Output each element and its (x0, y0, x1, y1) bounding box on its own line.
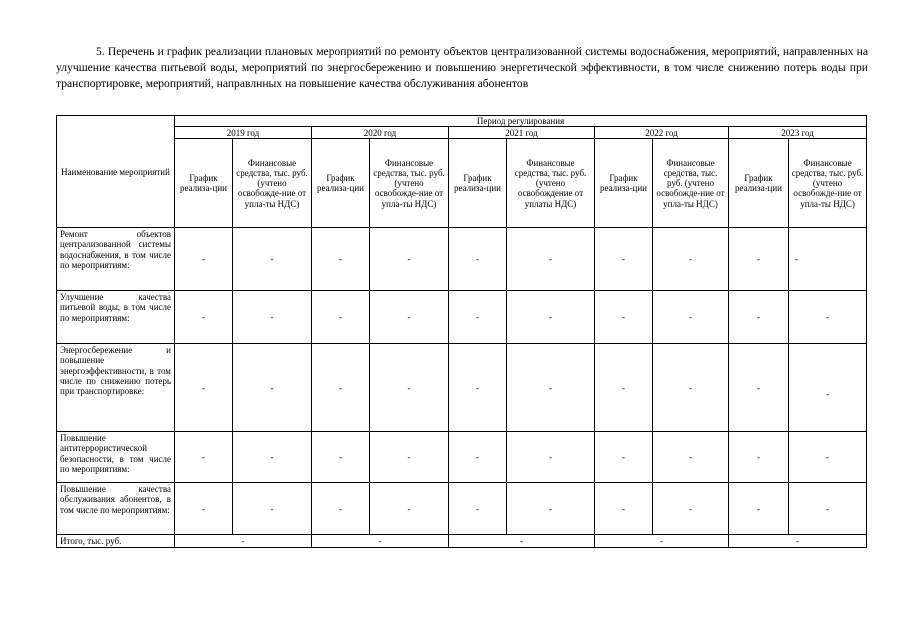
table-row (57, 291, 867, 344)
section-heading: 5. Перечень и график реализации плановых мероприятий по ремонту объектов централизованной системы водоснабжения, мероприятий, направленных на улучшение качества питьевой воды, мероприятий по энергосбережению и повышению энергетической эффективности, в том числе снижению потерь воды при транспортировке, мероприятий, направлнных на повышение качества обслуживания абонентов (56, 45, 868, 90)
table-cell: - (729, 228, 789, 291)
year-header: 2021 год (449, 127, 595, 139)
table-cell: - (312, 291, 370, 344)
table-row (57, 432, 867, 483)
table-cell: - (729, 291, 789, 344)
schedule-header: График реализа-ции (449, 139, 507, 228)
table-cell: - (729, 344, 789, 432)
schedule-header: График реализа-ции (175, 139, 233, 228)
table-cell: - (789, 228, 867, 291)
schedule-header: График реализа-ции (729, 139, 789, 228)
period-header: Период регулирования (175, 116, 867, 127)
table-cell: - (507, 483, 595, 535)
finance-header: Финансовые средства, тыс. руб. (учтено освобожде-ние от упла-ты НДС) (789, 139, 867, 228)
table-cell: - (370, 228, 449, 291)
table-cell: - (729, 483, 789, 535)
total-cell: - (449, 535, 595, 548)
table-cell: - (233, 432, 312, 483)
total-row (57, 535, 867, 548)
table-cell: - (595, 291, 653, 344)
table-cell: - (175, 291, 233, 344)
table-cell: - (789, 432, 867, 483)
table-row (57, 228, 867, 291)
table-cell: - (507, 432, 595, 483)
table-cell: - (729, 432, 789, 483)
table-cell: - (370, 344, 449, 432)
finance-header: Финансовые средства, тыс. руб. (учтено освобождение от уплаты НДС) (507, 139, 595, 228)
table-cell: - (653, 483, 729, 535)
total-cell: - (595, 535, 729, 548)
table-cell: - (175, 483, 233, 535)
table-cell: - (175, 344, 233, 432)
table-row (57, 344, 867, 432)
total-cell: - (312, 535, 449, 548)
table-cell: - (507, 291, 595, 344)
row-name: Повышение качества обслуживания абонентов, в том числе по мероприятиям: (57, 483, 175, 535)
row-name: Энергосбережение и повышение энергоэффективности, в том числе по снижению потерь при транспортировке: (57, 344, 175, 432)
year-header: 2023 год (729, 127, 867, 139)
finance-header: Финансовые средства, тыс. руб. (учтено освобожде-ние от упла-ты НДС) (233, 139, 312, 228)
table-cell: - (370, 291, 449, 344)
table-cell: - (653, 291, 729, 344)
table-cell: - (507, 228, 595, 291)
table-cell: - (595, 483, 653, 535)
table-cell: - (595, 432, 653, 483)
row-name: Ремонт объектов централизованной системы водоснабжения, в том числе по мероприятиям: (57, 228, 175, 291)
table-cell: - (789, 291, 867, 344)
table-cell: - (312, 228, 370, 291)
row-name: Улучшение качества питьевой воды, в том числе по мероприятиям: (57, 291, 175, 344)
table-row (57, 483, 867, 535)
finance-header: Финансовые средства, тыс. руб. (учтено освобожде-ние от упла-ты НДС) (653, 139, 729, 228)
table-cell: - (233, 344, 312, 432)
table-cell: - (507, 344, 595, 432)
subheader-row (57, 139, 867, 228)
total-cell: - (175, 535, 312, 548)
table-cell: - (370, 483, 449, 535)
table-cell: - (595, 344, 653, 432)
table-cell: - (233, 228, 312, 291)
year-header: 2022 год (595, 127, 729, 139)
table-cell: - (449, 291, 507, 344)
years-row (57, 127, 867, 139)
table-cell: - (312, 432, 370, 483)
table-cell: - (449, 344, 507, 432)
schedule-header: График реализа-ции (595, 139, 653, 228)
year-header: 2019 год (175, 127, 312, 139)
table-cell: - (595, 228, 653, 291)
table-cell: - (789, 344, 867, 432)
table-cell: - (175, 432, 233, 483)
table-cell: - (449, 483, 507, 535)
table-cell: - (175, 228, 233, 291)
total-cell: - (729, 535, 867, 548)
table-cell: - (312, 483, 370, 535)
row-name: Повышение антитеррористической безопасности, в том числе по мероприятиям: (57, 432, 175, 483)
table-cell: - (370, 432, 449, 483)
total-label: Итого, тыс. руб. (57, 535, 175, 548)
table-cell: - (653, 228, 729, 291)
table-cell: - (312, 344, 370, 432)
table-cell: - (789, 483, 867, 535)
schedule-header: График реализа-ции (312, 139, 370, 228)
table-cell: - (653, 344, 729, 432)
name-column-header: Наименование мероприятий (57, 116, 175, 228)
finance-header: Финансовые средства, тыс. руб. (учтено освобожде-ние от упла-ты НДС) (370, 139, 449, 228)
table-cell: - (653, 432, 729, 483)
table-cell: - (233, 291, 312, 344)
table-cell: - (233, 483, 312, 535)
table-cell: - (449, 228, 507, 291)
plan-table (56, 115, 867, 548)
table-cell: - (449, 432, 507, 483)
period-header-row (57, 116, 867, 127)
year-header: 2020 год (312, 127, 449, 139)
